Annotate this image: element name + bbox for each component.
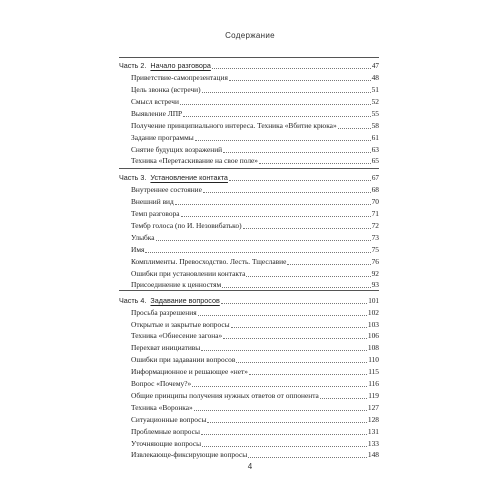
toc-entry[interactable]: [119, 184, 379, 195]
part-label: Часть 2.: [119, 61, 147, 70]
toc-entry[interactable]: [119, 449, 379, 460]
toc-entry[interactable]: [119, 96, 379, 107]
page-number: 72: [371, 221, 379, 230]
dot-leader: [320, 391, 367, 399]
entry-title: Вопрос «Почему?»: [131, 379, 192, 388]
toc-entry[interactable]: [119, 402, 379, 413]
page-number: 52: [371, 97, 379, 106]
page-number: 58: [371, 121, 379, 130]
dot-leader: [246, 269, 370, 277]
dot-leader: [223, 145, 370, 153]
dot-leader: [259, 156, 371, 164]
part-label: Часть 4.: [119, 296, 147, 305]
page-number: 92: [371, 269, 379, 278]
entry-title: Ошибки при задавании вопросов: [131, 355, 236, 364]
dot-leader: [195, 133, 371, 141]
page-number: 73: [371, 233, 379, 242]
dot-leader: [202, 439, 367, 447]
entry-title: Темп разговора: [131, 209, 180, 218]
page-number: 101: [368, 297, 379, 305]
dot-leader: [181, 209, 371, 217]
entry-title: Извлекающе-фиксирующие вопросы: [131, 450, 248, 459]
dot-leader: [231, 320, 367, 328]
entry-title: Внешний вид: [131, 197, 174, 206]
entry-title: Приветствие-самопрезентация: [131, 73, 228, 82]
page-number: 116: [368, 379, 379, 388]
toc-entry[interactable]: [119, 330, 379, 341]
page-number: 51: [371, 85, 379, 94]
page-number: 93: [371, 280, 379, 289]
toc-entry[interactable]: [119, 108, 379, 119]
page-number: 55: [371, 109, 379, 118]
toc-entry[interactable]: [119, 426, 379, 437]
toc-entry[interactable]: [119, 155, 379, 166]
dot-leader: [223, 331, 367, 339]
toc-entry[interactable]: [119, 342, 379, 353]
page-number: 106: [367, 331, 379, 340]
entry-title: Улыбка: [131, 233, 155, 242]
toc-entry[interactable]: [119, 72, 379, 83]
toc-entry[interactable]: [119, 378, 379, 389]
toc-entry[interactable]: [119, 438, 379, 449]
dot-leader: [203, 185, 371, 193]
toc-entry[interactable]: [119, 208, 379, 219]
entry-title: Просьба разрешения: [131, 308, 197, 317]
section-divider: [119, 57, 379, 58]
page-number: 102: [367, 308, 379, 317]
part-label: Часть 3.: [119, 173, 147, 182]
page-number: 133: [367, 439, 379, 448]
entry-title: Выявление ЛПР: [131, 109, 183, 118]
page-number: 119: [368, 391, 379, 400]
page-number: 47: [371, 62, 379, 70]
entry-title: Проблемные вопросы: [131, 427, 200, 436]
entry-title: Внутреннее состояние: [131, 185, 202, 194]
entry-title: Задание программы: [131, 133, 194, 142]
toc-entry[interactable]: [119, 390, 379, 401]
page-number: 70: [371, 197, 379, 206]
toc-entry[interactable]: [119, 366, 379, 377]
entry-title: Тембр голоса (по И. Незовибатько): [131, 221, 242, 230]
dot-leader: [175, 197, 371, 205]
entry-title: Техника «Перетаскивание на свое поле»: [131, 156, 258, 165]
dot-leader: [183, 109, 370, 117]
dot-leader: [248, 450, 367, 458]
page-number: 127: [367, 403, 379, 412]
dot-leader: [221, 296, 367, 304]
entry-title: Смысл встречи: [131, 97, 179, 106]
entry-title: Ситуационные вопросы: [131, 415, 207, 424]
page-header-title: Содержание: [225, 31, 275, 40]
entry-title: Информационное и решающее «нет»: [131, 367, 248, 376]
page-number: 48: [371, 73, 379, 82]
page-number-footer: 4: [247, 462, 253, 471]
toc-entry[interactable]: [119, 256, 379, 267]
entry-title: Техника «Обнесение загона»: [131, 331, 223, 340]
toc-entry[interactable]: [119, 220, 379, 231]
page-number: 148: [367, 450, 379, 459]
dot-leader: [229, 173, 371, 181]
section-divider: [119, 290, 379, 291]
dot-leader: [222, 280, 370, 288]
page-number: 103: [367, 320, 379, 329]
entry-title: Техника «Воронка»: [131, 403, 193, 412]
page-number: 76: [371, 257, 379, 266]
dot-leader: [249, 367, 367, 375]
entry-title: Перехват инициативы: [131, 343, 201, 352]
dot-leader: [180, 97, 371, 105]
page-number: 75: [371, 245, 379, 254]
entry-title: Общие принципы получения нужных ответов от оппонента: [131, 391, 319, 400]
entry-title: Имя: [131, 245, 145, 254]
toc-part-heading[interactable]: [119, 295, 379, 306]
toc-entry[interactable]: [119, 279, 379, 290]
entry-title: Ошибки при установлении контакта: [131, 269, 246, 278]
dot-leader: [201, 343, 367, 351]
toc-entry[interactable]: [119, 232, 379, 243]
dot-leader: [287, 257, 370, 265]
toc-entry[interactable]: [119, 307, 379, 318]
page-number: 71: [371, 209, 379, 218]
entry-title: Комплименты. Превосходство. Лесть. Тщеславие: [131, 257, 287, 266]
dot-leader: [212, 61, 371, 69]
dot-leader: [156, 233, 371, 241]
page-number: 115: [368, 367, 379, 376]
toc-entry[interactable]: [119, 244, 379, 255]
page-number: 108: [367, 343, 379, 352]
dot-leader: [194, 403, 367, 411]
dot-leader: [198, 308, 367, 316]
toc-entry[interactable]: [119, 268, 379, 279]
page-number: 110: [368, 355, 379, 364]
entry-title: Присоединение к ценностям: [131, 280, 222, 289]
toc-entry[interactable]: [119, 414, 379, 425]
entry-title: Уточняющие вопросы: [131, 439, 202, 448]
dot-leader: [243, 221, 371, 229]
page-number: 128: [367, 415, 379, 424]
page-number: 61: [371, 133, 379, 142]
dot-leader: [145, 245, 370, 253]
page-number: 65: [371, 156, 379, 165]
toc-part-heading[interactable]: [119, 172, 379, 183]
dot-leader: [192, 379, 367, 387]
dot-leader: [201, 427, 367, 435]
toc-entry[interactable]: [119, 84, 379, 95]
page-number: 67: [371, 174, 379, 182]
page-number: 131: [367, 427, 379, 436]
toc-entry[interactable]: [119, 132, 379, 143]
entry-title: Цель звонка (встречи): [131, 85, 201, 94]
toc-entry[interactable]: [119, 196, 379, 207]
toc-entry[interactable]: [119, 120, 379, 131]
dot-leader: [338, 121, 371, 129]
part-title: Задавание вопросов: [150, 296, 220, 305]
dot-leader: [202, 85, 371, 93]
entry-title: Открытые и закрытые вопросы: [131, 320, 230, 329]
dot-leader: [207, 415, 366, 423]
toc-part-heading[interactable]: [119, 60, 379, 71]
part-title: Установление контакта: [150, 173, 228, 182]
toc-entry[interactable]: [119, 354, 379, 365]
toc-entry[interactable]: [119, 319, 379, 330]
section-divider: [119, 168, 379, 169]
part-title: Начало разговора: [150, 61, 211, 70]
page-number: 63: [371, 145, 379, 154]
entry-title: Получение принципиального интереса. Техника «Вбитие крюка»: [131, 121, 337, 130]
dot-leader: [229, 73, 371, 81]
toc-entry[interactable]: [119, 144, 379, 155]
page-number: 68: [371, 185, 379, 194]
dot-leader: [236, 355, 367, 363]
entry-title: Снятие будущих возражений: [131, 145, 223, 154]
